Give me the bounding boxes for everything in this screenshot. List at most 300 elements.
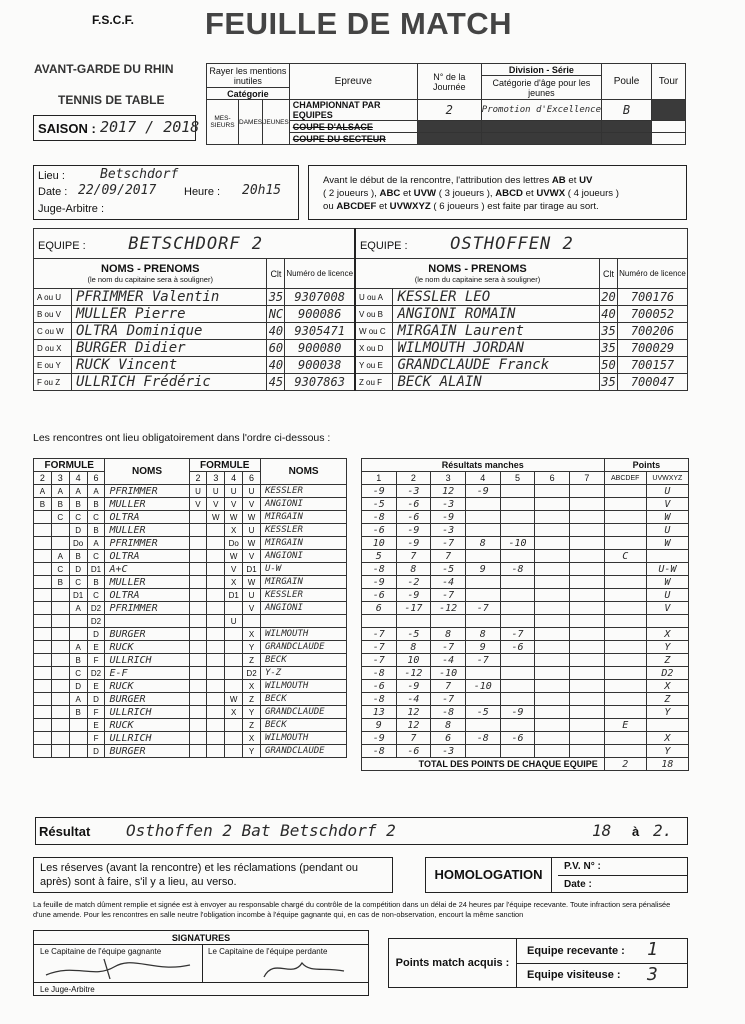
manche-score[interactable] (500, 524, 535, 537)
points-home[interactable] (604, 628, 646, 641)
points-away[interactable]: Y (646, 745, 688, 758)
manche-score[interactable] (431, 615, 466, 628)
match-away-player[interactable]: GRANDCLAUDE (260, 745, 346, 758)
match-away-player[interactable]: ANGIONI (260, 498, 346, 511)
manche-score[interactable]: -7 (500, 628, 535, 641)
manche-score[interactable]: -9 (361, 576, 396, 589)
manche-score[interactable]: 12 (396, 706, 431, 719)
manche-score[interactable] (535, 550, 570, 563)
manche-score[interactable] (570, 680, 605, 693)
match-home-player[interactable]: E-F (105, 667, 189, 680)
manche-score[interactable] (465, 576, 500, 589)
points-home[interactable] (604, 602, 646, 615)
match-away-player[interactable]: U-W (260, 563, 346, 576)
manche-score[interactable]: -9 (431, 511, 466, 524)
points-away[interactable] (646, 550, 688, 563)
manche-score[interactable]: -8 (361, 511, 396, 524)
away-team-name[interactable]: OSTHOFFEN 2 (450, 233, 574, 254)
cat-dames[interactable]: DAMES (239, 100, 263, 145)
match-away-player[interactable]: MIRGAIN (260, 576, 346, 589)
manche-score[interactable] (500, 719, 535, 732)
spacer (347, 680, 362, 693)
lieu-value[interactable]: Betschdorf (100, 167, 179, 182)
manche-score[interactable] (535, 511, 570, 524)
manche-score[interactable]: -5 (396, 628, 431, 641)
manche-score[interactable] (535, 563, 570, 576)
manche-score[interactable] (535, 680, 570, 693)
manche-score[interactable]: -2 (396, 576, 431, 589)
points-home[interactable] (604, 680, 646, 693)
match-away-player[interactable]: BECK (260, 719, 346, 732)
manche-score[interactable] (465, 524, 500, 537)
manche-score[interactable] (500, 745, 535, 758)
points-home[interactable] (604, 641, 646, 654)
manche-score[interactable] (465, 615, 500, 628)
match-home-player[interactable]: PFRIMMER (105, 485, 189, 498)
points-away[interactable]: Y (646, 706, 688, 719)
points-away[interactable]: D2 (646, 667, 688, 680)
cat-messieurs[interactable]: MES-SIEURS (207, 100, 239, 145)
manche-score[interactable]: -10 (465, 680, 500, 693)
manche-score[interactable]: 8 (431, 719, 466, 732)
manche-score[interactable] (500, 589, 535, 602)
manche-score[interactable]: -6 (396, 745, 431, 758)
away-player-licence[interactable]: 700047 (618, 374, 688, 391)
formule-home-cell: D2 (87, 667, 105, 680)
manche-score[interactable] (570, 628, 605, 641)
points-home[interactable] (604, 667, 646, 680)
heure-value[interactable]: 20h15 (242, 183, 282, 198)
match-home-player[interactable]: BURGER (105, 745, 189, 758)
points-away[interactable] (646, 615, 688, 628)
points-home[interactable] (604, 732, 646, 745)
manche-score[interactable] (535, 654, 570, 667)
manche-score[interactable] (535, 589, 570, 602)
manche-score[interactable]: 8 (465, 628, 500, 641)
match-away-player[interactable]: GRANDCLAUDE (260, 641, 346, 654)
manche-score[interactable] (535, 628, 570, 641)
manche-score[interactable]: -8 (361, 563, 396, 576)
match-away-player[interactable]: ANGIONI (260, 602, 346, 615)
home-player-licence[interactable]: 9307863 (285, 374, 355, 391)
manche-score[interactable] (465, 498, 500, 511)
match-away-player[interactable]: ANGIONI (260, 550, 346, 563)
match-home-player[interactable]: RUCK (105, 641, 189, 654)
federation-label: F.S.C.F. (92, 13, 135, 27)
date-value[interactable]: 22/09/2017 (78, 183, 157, 198)
manche-score[interactable]: -7 (431, 693, 466, 706)
points-home[interactable] (604, 485, 646, 498)
manche-score[interactable]: -7 (465, 654, 500, 667)
manche-score[interactable]: -6 (396, 511, 431, 524)
manche-score[interactable] (570, 745, 605, 758)
points-home[interactable] (604, 693, 646, 706)
manche-score[interactable]: 12 (431, 485, 466, 498)
poule-value[interactable]: B (602, 100, 652, 121)
manche-score[interactable] (570, 524, 605, 537)
manche-score[interactable] (465, 550, 500, 563)
manche-score[interactable]: -9 (396, 537, 431, 550)
manche-score[interactable] (396, 615, 431, 628)
resultat-text[interactable]: Osthoffen 2 Bat Betschdorf 2 (126, 821, 396, 840)
away-licence-header: Numéro de licence (618, 259, 688, 289)
points-away[interactable]: U-W (646, 563, 688, 576)
manche-score[interactable]: -8 (500, 563, 535, 576)
home-player-name[interactable]: MULLER Pierre (72, 306, 267, 323)
manche-score[interactable] (500, 680, 535, 693)
manche-score[interactable] (500, 667, 535, 680)
manche-score[interactable] (500, 693, 535, 706)
points-away[interactable]: X (646, 680, 688, 693)
manche-score[interactable]: -7 (361, 641, 396, 654)
points-home[interactable] (604, 706, 646, 719)
points-home[interactable] (604, 615, 646, 628)
manche-score[interactable]: 9 (465, 641, 500, 654)
match-away-player[interactable] (260, 615, 346, 628)
home-player-code: A ou U (34, 289, 72, 306)
home-player-clt[interactable]: 40 (268, 358, 284, 372)
manche-score[interactable] (570, 732, 605, 745)
manche-score[interactable]: 12 (396, 719, 431, 732)
manche-score[interactable]: -4 (431, 576, 466, 589)
manche-score[interactable]: -3 (396, 485, 431, 498)
points-home[interactable]: E (604, 719, 646, 732)
points-home[interactable] (604, 654, 646, 667)
manche-score[interactable]: -9 (396, 589, 431, 602)
manche-score[interactable]: 8 (431, 628, 466, 641)
points-home[interactable] (604, 537, 646, 550)
manche-score[interactable] (570, 563, 605, 576)
journee-value[interactable]: 2 (417, 100, 481, 121)
points-away[interactable]: V (646, 498, 688, 511)
points-away[interactable]: U (646, 524, 688, 537)
away-player-name[interactable]: KESSLER LEO (393, 289, 600, 306)
manche-score[interactable] (465, 667, 500, 680)
match-away-player[interactable]: MIRGAIN (260, 537, 346, 550)
manche-score[interactable] (500, 550, 535, 563)
manche-score[interactable] (535, 537, 570, 550)
manche-score[interactable] (535, 498, 570, 511)
points-home[interactable] (604, 524, 646, 537)
away-player-licence[interactable]: 700029 (618, 340, 688, 357)
home-player-licence[interactable]: 9305471 (285, 323, 355, 340)
match-home-player[interactable]: ULLRICH (105, 654, 189, 667)
match-home-player[interactable]: MULLER (105, 498, 189, 511)
manche-score[interactable]: -4 (396, 693, 431, 706)
manche-score[interactable] (535, 745, 570, 758)
home-player-licence[interactable]: 900086 (285, 306, 355, 323)
points-away[interactable]: X (646, 628, 688, 641)
manche-score[interactable]: 10 (361, 537, 396, 550)
manche-score[interactable]: 9 (361, 719, 396, 732)
match-home-player[interactable]: PFRIMMER (105, 537, 189, 550)
manche-score[interactable]: -8 (361, 667, 396, 680)
cat-jeunes[interactable]: JEUNES (263, 100, 290, 145)
home-player-name[interactable]: OLTRA Dominique (72, 323, 267, 340)
manche-score[interactable] (361, 615, 396, 628)
spacer (347, 472, 362, 485)
match-away-player[interactable]: WILMOUTH (260, 628, 346, 641)
away-player-name[interactable]: WILMOUTH JORDAN (393, 340, 600, 357)
match-home-player[interactable]: MULLER (105, 524, 189, 537)
manche-score[interactable]: 5 (361, 550, 396, 563)
points-away[interactable]: V (646, 602, 688, 615)
manche-score[interactable] (535, 524, 570, 537)
match-away-player[interactable]: MIRGAIN (260, 511, 346, 524)
home-player-clt[interactable]: 60 (268, 341, 284, 355)
manche-score[interactable]: 8 (396, 563, 431, 576)
home-player-licence[interactable]: 9307008 (285, 289, 355, 306)
away-player-name[interactable]: ANGIONI ROMAIN (393, 306, 600, 323)
match-home-player[interactable] (105, 615, 189, 628)
manche-score[interactable]: -10 (500, 537, 535, 550)
formule-away-cell (189, 615, 207, 628)
manche-score[interactable] (465, 693, 500, 706)
manche-score[interactable] (500, 485, 535, 498)
manche-score[interactable] (535, 576, 570, 589)
formule-home-cell: B (87, 576, 105, 589)
points-away[interactable]: Y (646, 641, 688, 654)
manche-score[interactable] (535, 602, 570, 615)
points-away[interactable]: X (646, 732, 688, 745)
manche-score[interactable]: -6 (500, 732, 535, 745)
away-player-clt[interactable]: 50 (601, 358, 616, 372)
home-player-clt[interactable]: 35 (268, 290, 284, 304)
points-home[interactable] (604, 498, 646, 511)
home-player-licence[interactable]: 900038 (285, 357, 355, 374)
points-away[interactable]: W (646, 576, 688, 589)
away-player-clt[interactable]: 35 (601, 375, 616, 389)
home-player-name[interactable]: PFRIMMER Valentin (72, 289, 267, 306)
home-player-name[interactable]: ULLRICH Frédéric (72, 374, 267, 391)
match-away-player[interactable]: KESSLER (260, 524, 346, 537)
manche-score[interactable]: -8 (465, 732, 500, 745)
manche-score[interactable] (570, 537, 605, 550)
manche-score[interactable]: -9 (361, 732, 396, 745)
manche-score[interactable] (535, 732, 570, 745)
manche-score[interactable]: 8 (465, 537, 500, 550)
manche-score[interactable]: -9 (500, 706, 535, 719)
manche-score[interactable]: -6 (361, 589, 396, 602)
manche-score[interactable] (500, 576, 535, 589)
match-away-player[interactable]: BECK (260, 654, 346, 667)
manche-score[interactable]: 6 (361, 602, 396, 615)
manche-score[interactable] (465, 719, 500, 732)
points-home[interactable] (604, 576, 646, 589)
manche-score[interactable]: 8 (396, 641, 431, 654)
match-away-player[interactable]: KESSLER (260, 589, 346, 602)
points-away[interactable]: U (646, 589, 688, 602)
manche-score[interactable]: -9 (396, 680, 431, 693)
spacer (347, 615, 362, 628)
manche-score[interactable] (500, 498, 535, 511)
away-player-clt[interactable]: 35 (601, 324, 616, 338)
spacer (347, 511, 362, 524)
away-player-licence[interactable]: 700157 (618, 357, 688, 374)
match-away-player[interactable]: GRANDCLAUDE (260, 706, 346, 719)
manche-score[interactable]: -7 (361, 654, 396, 667)
away-player-name[interactable]: BECK ALAIN (393, 374, 600, 391)
manche-score[interactable]: -3 (431, 498, 466, 511)
away-player-name[interactable]: GRANDCLAUDE Franck (393, 357, 600, 374)
manche-score[interactable]: -8 (361, 745, 396, 758)
points-home[interactable] (604, 589, 646, 602)
manche-score[interactable]: -8 (361, 693, 396, 706)
home-player-name[interactable]: RUCK Vincent (72, 357, 267, 374)
match-away-player[interactable]: Y-Z (260, 667, 346, 680)
manche-score[interactable]: 7 (396, 550, 431, 563)
manche-score[interactable]: -8 (431, 706, 466, 719)
manche-score[interactable]: -9 (361, 485, 396, 498)
manche-score[interactable] (465, 589, 500, 602)
tour-cell[interactable] (652, 121, 686, 133)
points-away[interactable]: U (646, 485, 688, 498)
manche-score[interactable]: -3 (431, 745, 466, 758)
manche-score[interactable] (535, 706, 570, 719)
manche-score[interactable] (570, 576, 605, 589)
match-away-player[interactable]: WILMOUTH (260, 680, 346, 693)
score-home[interactable]: 18 (592, 821, 612, 840)
manche-score[interactable]: -10 (431, 667, 466, 680)
away-player-clt[interactable]: 40 (601, 307, 616, 321)
manche-score[interactable]: -5 (431, 563, 466, 576)
match-away-player[interactable]: BECK (260, 693, 346, 706)
points-away[interactable]: W (646, 537, 688, 550)
manche-score[interactable] (535, 641, 570, 654)
manche-score[interactable] (500, 511, 535, 524)
away-player-name[interactable]: MIRGAIN Laurent (393, 323, 600, 340)
score-away[interactable]: 2. (653, 821, 673, 840)
points-home[interactable] (604, 511, 646, 524)
total-home[interactable]: 2 (604, 758, 646, 771)
manche-score[interactable] (570, 498, 605, 511)
manche-score[interactable] (570, 706, 605, 719)
manche-score[interactable]: -5 (361, 498, 396, 511)
manche-score[interactable]: 7 (396, 732, 431, 745)
manche-score[interactable]: 6 (431, 732, 466, 745)
manche-score[interactable] (500, 615, 535, 628)
match-home-player[interactable]: OLTRA (105, 511, 189, 524)
match-home-player[interactable]: OLTRA (105, 589, 189, 602)
division-value[interactable]: Promotion d'Excellence (481, 100, 601, 121)
manche-score[interactable] (570, 485, 605, 498)
away-player-clt[interactable]: 35 (601, 341, 616, 355)
poule-header: Poule (602, 64, 652, 100)
match-home-player[interactable]: RUCK (105, 680, 189, 693)
manche-score[interactable]: -17 (396, 602, 431, 615)
manche-score[interactable] (570, 602, 605, 615)
manche-score[interactable]: -9 (465, 485, 500, 498)
manche-score[interactable]: -7 (361, 628, 396, 641)
points-home[interactable] (604, 745, 646, 758)
away-player-licence[interactable]: 700052 (618, 306, 688, 323)
manche-score[interactable] (535, 667, 570, 680)
away-player-licence[interactable]: 700206 (618, 323, 688, 340)
manche-score[interactable] (570, 550, 605, 563)
manche-score[interactable] (500, 602, 535, 615)
manche-score[interactable] (570, 693, 605, 706)
home-player-clt[interactable]: 45 (268, 375, 284, 389)
manche-score[interactable] (570, 667, 605, 680)
manche-score[interactable]: -6 (500, 641, 535, 654)
manche-score[interactable]: -3 (431, 524, 466, 537)
manche-score[interactable]: -6 (361, 524, 396, 537)
manche-score[interactable]: -6 (396, 498, 431, 511)
manche-score[interactable]: -7 (431, 589, 466, 602)
points-home[interactable]: C (604, 550, 646, 563)
formule-home-cell: B (69, 706, 87, 719)
manche-score[interactable]: -7 (465, 602, 500, 615)
recevante-value[interactable]: 1 (647, 939, 658, 960)
manche-score[interactable]: 10 (396, 654, 431, 667)
match-away-player[interactable]: KESSLER (260, 485, 346, 498)
manche-score[interactable] (570, 719, 605, 732)
manche-score[interactable] (465, 511, 500, 524)
manche-score[interactable] (500, 654, 535, 667)
visiteuse-value[interactable]: 3 (647, 964, 658, 985)
manche-score[interactable] (535, 693, 570, 706)
manche-score[interactable]: -9 (396, 524, 431, 537)
manche-score[interactable]: 7 (431, 680, 466, 693)
home-team-name[interactable]: BETSCHDORF 2 (128, 233, 264, 254)
manche-score[interactable]: -5 (465, 706, 500, 719)
manche-score[interactable]: -4 (431, 654, 466, 667)
points-away[interactable] (646, 719, 688, 732)
manche-score[interactable] (535, 615, 570, 628)
manche-score[interactable]: 13 (361, 706, 396, 719)
manche-score[interactable] (570, 615, 605, 628)
manche-score[interactable] (570, 641, 605, 654)
match-home-player[interactable]: OLTRA (105, 550, 189, 563)
match-home-player[interactable]: ULLRICH (105, 732, 189, 745)
manche-score[interactable]: 9 (465, 563, 500, 576)
match-home-player[interactable]: PFRIMMER (105, 602, 189, 615)
manche-score[interactable]: -7 (431, 537, 466, 550)
match-home-player[interactable]: A+C (105, 563, 189, 576)
manche-score[interactable] (570, 589, 605, 602)
home-player-licence[interactable]: 900080 (285, 340, 355, 357)
points-away[interactable]: W (646, 511, 688, 524)
manche-score[interactable] (465, 745, 500, 758)
match-home-player[interactable]: ULLRICH (105, 706, 189, 719)
match-home-player[interactable]: BURGER (105, 693, 189, 706)
home-player-name[interactable]: BURGER Didier (72, 340, 267, 357)
manche-score[interactable]: -6 (361, 680, 396, 693)
match-home-player[interactable]: MULLER (105, 576, 189, 589)
match-away-player[interactable]: WILMOUTH (260, 732, 346, 745)
manche-score[interactable] (570, 654, 605, 667)
tour-cell[interactable] (652, 133, 686, 145)
manche-score[interactable]: -12 (396, 667, 431, 680)
match-home-player[interactable]: RUCK (105, 719, 189, 732)
match-home-player[interactable]: BURGER (105, 628, 189, 641)
points-home[interactable] (604, 563, 646, 576)
away-player-clt[interactable]: 20 (601, 290, 616, 304)
manche-score[interactable]: -12 (431, 602, 466, 615)
manche-score[interactable]: 7 (431, 550, 466, 563)
home-player-clt[interactable]: 40 (268, 324, 284, 338)
points-away[interactable]: Z (646, 693, 688, 706)
saison-value[interactable]: 2017 / 2018 (100, 118, 200, 136)
manche-score[interactable]: -7 (431, 641, 466, 654)
manche-score[interactable] (535, 719, 570, 732)
away-player-licence[interactable]: 700176 (618, 289, 688, 306)
manche-score[interactable] (535, 485, 570, 498)
points-away[interactable]: Z (646, 654, 688, 667)
home-player-clt[interactable]: NC (268, 307, 284, 321)
total-away[interactable]: 18 (646, 758, 688, 771)
manche-score[interactable] (570, 511, 605, 524)
